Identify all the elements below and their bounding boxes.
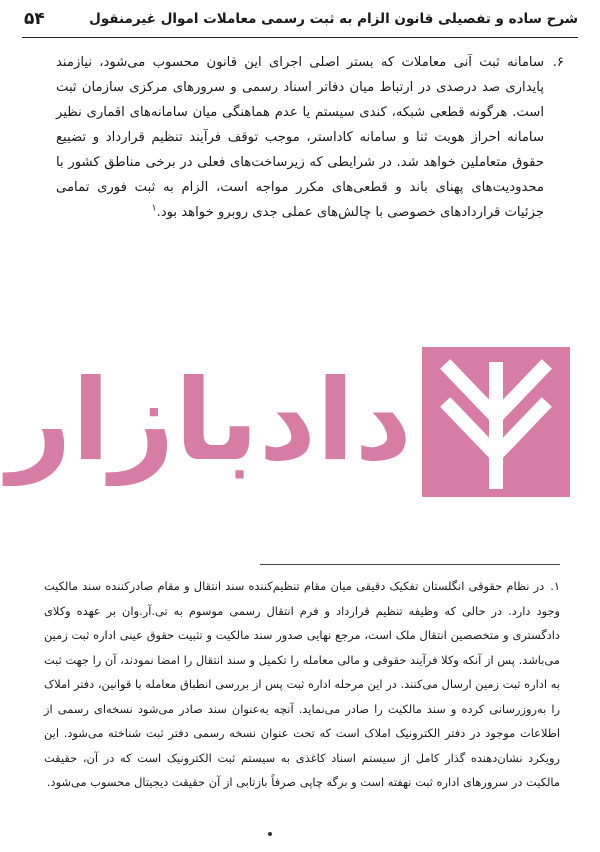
footnote-rule — [260, 564, 560, 565]
footnote-number: ۱. — [550, 579, 560, 593]
header-rule — [22, 37, 578, 38]
page-mark — [268, 832, 272, 836]
watermark-logo-icon — [422, 347, 570, 497]
watermark-text: دادبازار — [7, 356, 412, 486]
item-number: ۶. — [552, 55, 564, 70]
footnote-text: در نظام حقوقی انگلستان تفکیک دقیقی میان مقام تنظیم‌کننده سند انتقال و مقام صادرکننده سند مالکیت وجود دارد. در حالی که وظیفه تنظیم قرارداد و فرم انتقال رسمی موسوم به تی.آر.وان بر عهده وکلای دادگستری و متخصصین انتقال ملک است، مرجع نهایی صدور سند مالکیت و تثبیت حقوق عینی اداره ثبت زمین می‌باشد. پس از آنکه وکلا فرآیند حقوقی و مالی معامله را تکمیل و سند انتقال را امضا نمودند، آن را جهت ثبت به اداره ثبت زمین ارسال می‌کنند. در این مرحله اداره ثبت پس از بررسی انطباق معامله با قوانین، دفتر املاک را به‌روزرسانی کرده و سند مالکیت را صادر می‌نماید. آنچه به‌عنوان سند صادر می‌شود نسخه‌ای رسمی از اطلاعات موجود در دفتر الکترونیک املاک است که تحت عنوان نسخه رسمی دفتر ثبت شناخته می‌شود. این رویکرد نشان‌دهنده گذار کامل از سیستم اسناد کاغذی به سیستم ثبت الکترونیک است که در آن، حقیقت مالکیت در سرورهای اداره ثبت نهفته است و برگه چاپی صرفاً بازتابی از آن حقیقت دیجیتال محسوب می‌شود. — [44, 579, 560, 789]
page-number: ۵۴ — [24, 9, 45, 29]
page-header — [24, 6, 578, 32]
list-item-6 — [56, 50, 564, 225]
footnote-reference[interactable]: ۱ — [151, 203, 157, 214]
watermark — [7, 347, 570, 497]
paragraph-text: سامانه ثبت آنی معاملات که بستر اصلی اجرای این قانون محسوب می‌شود، نیازمند پایداری صد درصدی در ارتباط میان دفاتر اسناد رسمی و سرورهای مرکزی سازمان ثبت است. هرگونه قطعی شبکه، کندی سیستم یا عدم هماهنگی میان سامانه‌های اقماری نظیر سامانه احراز هویت ثنا و سامانه کاداستر، موجب توقف فرآیند تنظیم قرارداد و تضییع حقوق متعاملین خواهد شد. در شرایطی که زیرساخت‌های فعلی در برخی مناطق کشور با محدودیت‌های پهنای باند و قطعی‌های مکرر مواجه است، الزام به ثبت فوری تمامی جزئیات قراردادهای خصوصی با چالش‌های عملی جدی روبرو خواهد بود. — [56, 55, 544, 220]
footnote — [44, 574, 560, 795]
main-text — [56, 50, 564, 225]
running-title: شرح ساده و تفصیلی قانون الزام به ثبت رسمی معاملات اموال غیرمنقول — [89, 11, 578, 27]
